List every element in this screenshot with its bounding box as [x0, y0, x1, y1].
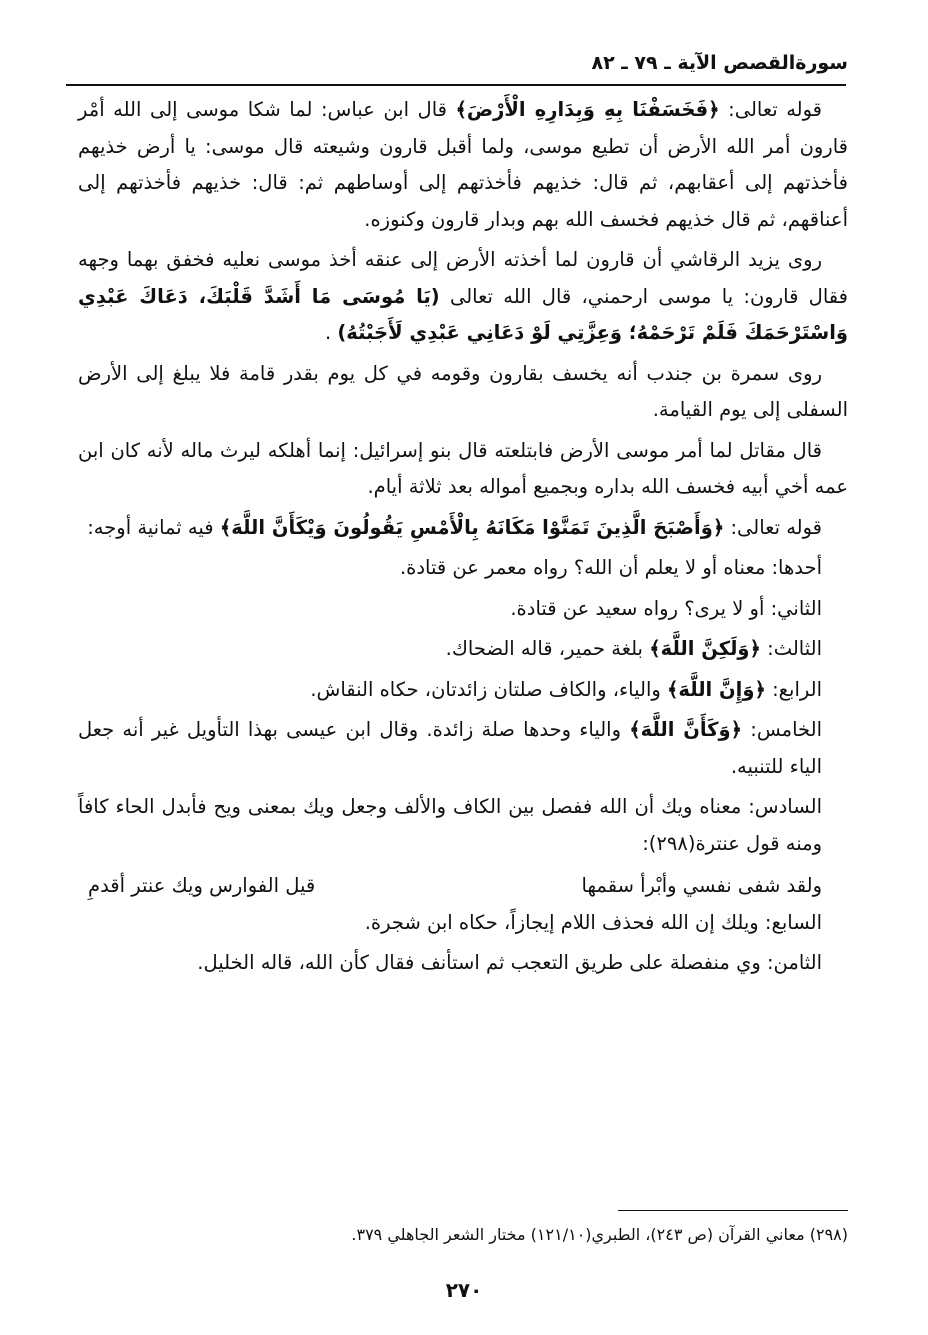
list-item-3 — [78, 631, 848, 668]
list-item-2: الثاني: أو لا يرى؟ رواه سعيد عن قتادة. — [510, 596, 822, 620]
item-text: والياء وحدها صلة زائدة. وقال ابن عيسى بهذا التأويل غير أنه جعل الياء للتنبيه. — [78, 718, 822, 778]
footnote: (٢٩٨) معاني القرآن (ص ٢٤٣)، الطبري(١٢١/١٠) مختار الشعر الجاهلي ٣٧٩. — [351, 1225, 848, 1244]
paragraph-2 — [78, 242, 848, 352]
hadith-quote: (يَا مُوسَى مَا أَشَدَّ قَلْبَكَ، دَعَاكَ عَبْدِي وَاسْتَرْحَمَكَ فَلَمْ تَرْحَمْهُ؛ وَعِزَّتِي لَوْ دَعَانِي عَبْدِي لَأَجَبْتُهُ) — [78, 284, 848, 344]
paragraph-5 — [78, 510, 848, 547]
item-label: الرابع: — [765, 677, 822, 701]
page-number: ٢٧٠ — [445, 1278, 483, 1302]
item-label: الخامس: — [742, 718, 823, 741]
item-label: الثالث: — [760, 637, 822, 660]
paragraph-end: . — [324, 321, 332, 344]
list-item-1: أحدها: معناه أو لا يعلم أن الله؟ رواه معمر عن قتادة. — [399, 556, 822, 579]
running-header: سورةالقصص الآية ـ ٧٩ ـ ٨٢ — [591, 52, 848, 74]
item-text: والياء، والكاف صلتان زائدتان، حكاه النقاش. — [310, 677, 667, 701]
paragraph-3: روى سمرة بن جندب أنه يخسف بقارون وقومه في كل يوم بقدر قامة فلا يبلغ إلى الأرض السفلى إلى يوم القيامة. — [78, 361, 848, 421]
poetry-verse — [78, 868, 848, 905]
quran-verse: ﴿وَكَأَنَّ اللَّهَ﴾ — [629, 718, 743, 741]
verse-first-hemistich: ولقد شفى نفسي وأبْرأ سقمها — [581, 874, 822, 897]
paragraph-1 — [78, 92, 848, 238]
quran-intro: قوله تعالى: — [719, 98, 823, 121]
quran-verse: ﴿فَخَسَفْنَا بِهِ وَبِدَارِهِ الْأَرْضَ﴾ — [455, 98, 720, 121]
quran-intro: قوله تعالى: — [724, 515, 822, 539]
list-item-6: السادس: معناه ويك أن الله ففصل بين الكاف والألف وجعل ويك بمعنى ويح فأبدل الحاء كافاً ومنه قول عنترة(٢٩٨): — [78, 795, 822, 855]
quran-verse: ﴿وَلَكِنَّ اللَّهَ﴾ — [649, 637, 761, 660]
paragraph-text: فيه ثمانية أوجه: — [87, 515, 214, 539]
quran-verse: ﴿وَأَصْبَحَ الَّذِينَ تَمَنَّوْا مَكَانَهُ بِالْأَمْسِ يَقُولُونَ وَيْكَأَنَّ اللَّهَ﴾ — [219, 515, 725, 539]
list-item-4 — [78, 672, 848, 709]
header-rule — [66, 84, 846, 86]
verse-second-hemistich: قيل الفوارس ويك عنتر أقدمِ — [88, 874, 316, 897]
paragraph-text: قال ابن عباس: لما شكا موسى إلى الله أمْر قارون أمر الله الأرض أن تطيع موسى، ولما أقبل قارون وشيعته قال موسى: يا أرض خذيهم فأخذتهم إلى أعقابهم، ثم قال: خذيهم فأخذتهم إلى أوساطهم ثم: قال: خذيهم فأخذتهم إلى أعناقهم، ثم قال خذيهم فخسف الله بهم وبدار قارون وكنوزه. — [78, 98, 848, 231]
item-text: بلغة حمير، قاله الضحاك. — [445, 637, 650, 660]
paragraph-4: قال مقاتل لما أمر موسى الأرض فابتلعته قال بنو إسرائيل: إنما أهلكه ليرث ماله لأنه كان ابن عمه أخي أبيه فخسف الله بداره وبجميع أمواله بعد ثلاثة أيام. — [78, 438, 848, 498]
paragraph-text: روى يزيد الرقاشي أن قارون لما أخذته الأرض إلى عنقه أخذ موسى نعليه فخفق بهما وجهه فقال قارون: يا موسى ارحمني، قال الله تعالى — [78, 248, 848, 308]
list-item-7: السابع: ويلك إن الله فحذف اللام إيجازاً، حكاه ابن شجرة. — [364, 910, 822, 934]
footnote-rule — [618, 1210, 848, 1211]
list-item-8: الثامن: وي منفصلة على طريق التعجب ثم استأنف فقال كأن الله، قاله الخليل. — [197, 951, 822, 974]
quran-verse: ﴿وَإِنَّ اللَّهَ﴾ — [666, 677, 766, 701]
page-body — [78, 92, 848, 986]
list-item-5 — [78, 712, 848, 785]
